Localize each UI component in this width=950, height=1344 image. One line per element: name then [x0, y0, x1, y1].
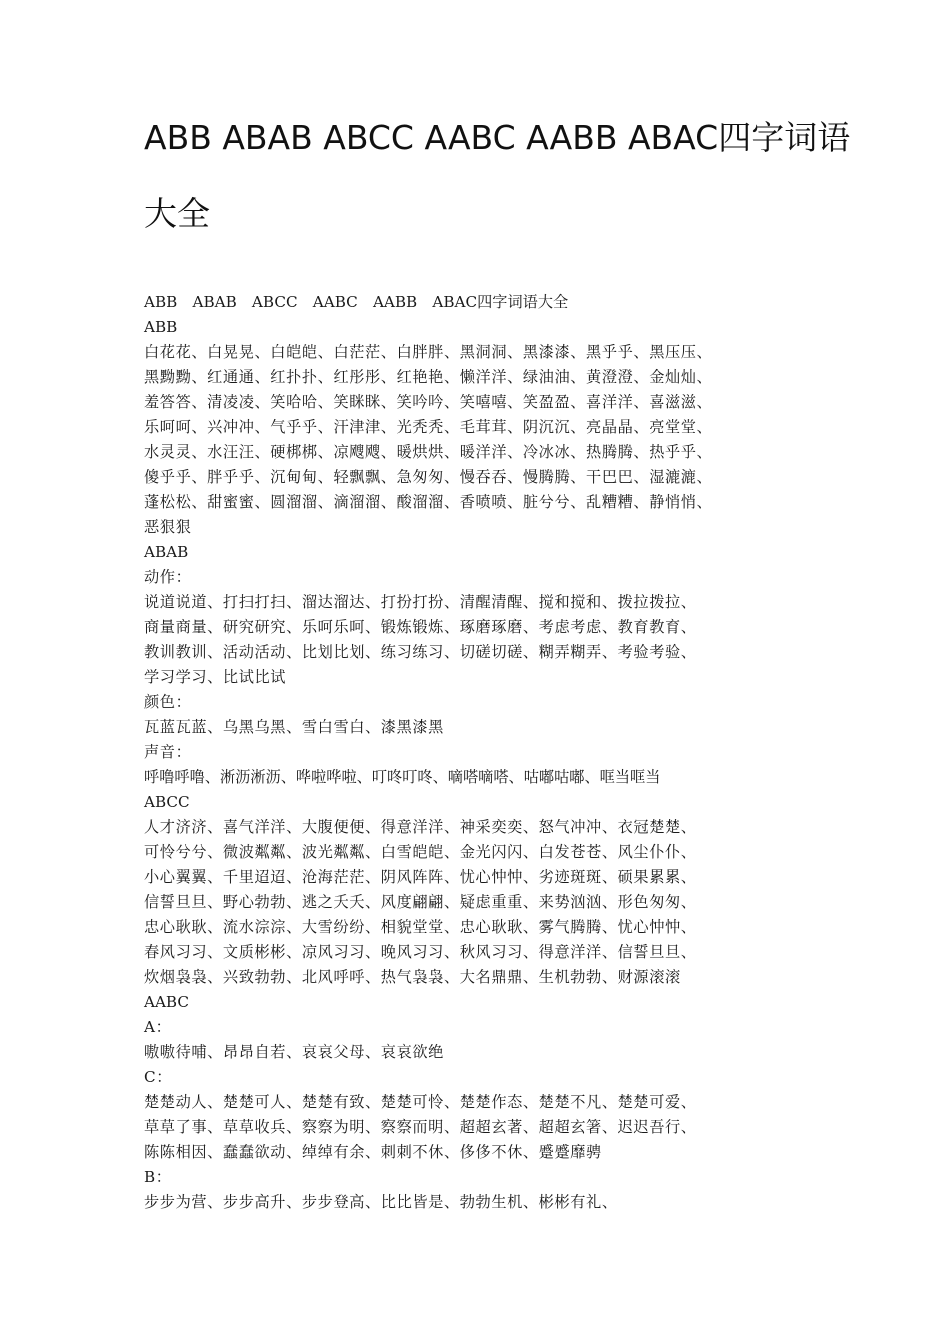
text-line: 恶狠狠 — [144, 518, 192, 536]
document-body — [144, 290, 824, 1215]
subsection-label: A： — [144, 1018, 172, 1036]
section-label-abcc: ABCC — [144, 793, 190, 811]
text-line: 黑黝黝、红通通、红扑扑、红彤彤、红艳艳、懒洋洋、绿油油、黄澄澄、金灿灿、 — [144, 368, 713, 386]
subsection-label: B： — [144, 1168, 172, 1186]
section-label-aabc: AABC — [144, 993, 189, 1011]
text-line: 蓬松松、甜蜜蜜、圆溜溜、滴溜溜、酸溜溜、香喷喷、脏兮兮、乱糟糟、静悄悄、 — [144, 493, 713, 511]
section-label-abb: ABB — [144, 318, 178, 336]
text-line: 白花花、白晃晃、白皑皑、白茫茫、白胖胖、黑洞洞、黑漆漆、黑乎乎、黑压压、 — [144, 343, 713, 361]
text-line: 陈陈相因、蠢蠢欲动、绰绰有余、刺刺不休、侈侈不休、蹙蹙靡骋 — [144, 1143, 602, 1161]
text-line: 呼噜呼噜、淅沥淅沥、哗啦哗啦、叮咚叮咚、嘀嗒嘀嗒、咕嘟咕嘟、哐当哐当 — [144, 768, 661, 786]
text-line: 嗷嗷待哺、昂昂自若、哀哀父母、哀哀欲绝 — [144, 1043, 444, 1061]
text-line: 水灵灵、水汪汪、硬梆梆、凉飕飕、暖烘烘、暖洋洋、冷冰冰、热腾腾、热乎乎、 — [144, 443, 713, 461]
document-title: ABB ABAB ABCC AABC AABB ABAC四字词语 — [144, 118, 851, 157]
text-line: 信誓旦旦、野心勃勃、逃之夭夭、风度翩翩、疑虑重重、来势汹汹、形色匆匆、 — [144, 893, 697, 911]
text-line: 步步为营、步步高升、步步登高、比比皆是、勃勃生机、彬彬有礼、 — [144, 1193, 618, 1211]
text-line: 人才济济、喜气洋洋、大腹便便、得意洋洋、神采奕奕、怒气冲冲、衣冠楚楚、 — [144, 818, 697, 836]
section-label-abab: ABAB — [144, 543, 189, 561]
body-heading: ABB ABAB ABCC AABC AABB ABAC四字词语大全 — [144, 293, 569, 311]
subsection-label: C： — [144, 1068, 173, 1086]
text-line: 炊烟袅袅、兴致勃勃、北风呼呼、热气袅袅、大名鼎鼎、生机勃勃、财源滚滚 — [144, 968, 681, 986]
text-line: 商量商量、研究研究、乐呵乐呵、锻炼锻炼、琢磨琢磨、考虑考虑、教育教育、 — [144, 618, 697, 636]
text-line: 忠心耿耿、流水淙淙、大雪纷纷、相貌堂堂、忠心耿耿、雾气腾腾、忧心忡忡、 — [144, 918, 697, 936]
text-line: 瓦蓝瓦蓝、乌黑乌黑、雪白雪白、漆黑漆黑 — [144, 718, 444, 736]
text-line: 楚楚动人、楚楚可人、楚楚有致、楚楚可怜、楚楚作态、楚楚不凡、楚楚可爱、 — [144, 1093, 697, 1111]
text-line: 羞答答、清凌凌、笑哈哈、笑眯眯、笑吟吟、笑嘻嘻、笑盈盈、喜洋洋、喜滋滋、 — [144, 393, 713, 411]
text-line: 可怜兮兮、微波粼粼、波光粼粼、白雪皑皑、金光闪闪、白发苍苍、风尘仆仆、 — [144, 843, 697, 861]
subsection-label: 颜色： — [144, 693, 192, 711]
text-line: 春风习习、文质彬彬、凉风习习、晚风习习、秋风习习、得意洋洋、信誓旦旦、 — [144, 943, 697, 961]
subsection-label: 声音： — [144, 743, 192, 761]
subsection-label: 动作： — [144, 568, 192, 586]
text-line: 小心翼翼、千里迢迢、沧海茫茫、阴风阵阵、忧心忡忡、劣迹斑斑、硕果累累、 — [144, 868, 697, 886]
text-line: 教训教训、活动活动、比划比划、练习练习、切磋切磋、糊弄糊弄、考验考验、 — [144, 643, 697, 661]
document-title-continued: 大全 — [144, 194, 210, 233]
text-line: 草草了事、草草收兵、察察为明、察察而明、超超玄著、超超玄箸、迟迟吾行、 — [144, 1118, 697, 1136]
text-line: 傻乎乎、胖乎乎、沉甸甸、轻飘飘、急匆匆、慢吞吞、慢腾腾、干巴巴、湿漉漉、 — [144, 468, 713, 486]
text-line: 乐呵呵、兴冲冲、气乎乎、汗津津、光秃秃、毛茸茸、阴沉沉、亮晶晶、亮堂堂、 — [144, 418, 713, 436]
text-line: 学习学习、比试比试 — [144, 668, 287, 686]
text-line: 说道说道、打扫打扫、溜达溜达、打扮打扮、清醒清醒、搅和搅和、拨拉拨拉、 — [144, 593, 697, 611]
